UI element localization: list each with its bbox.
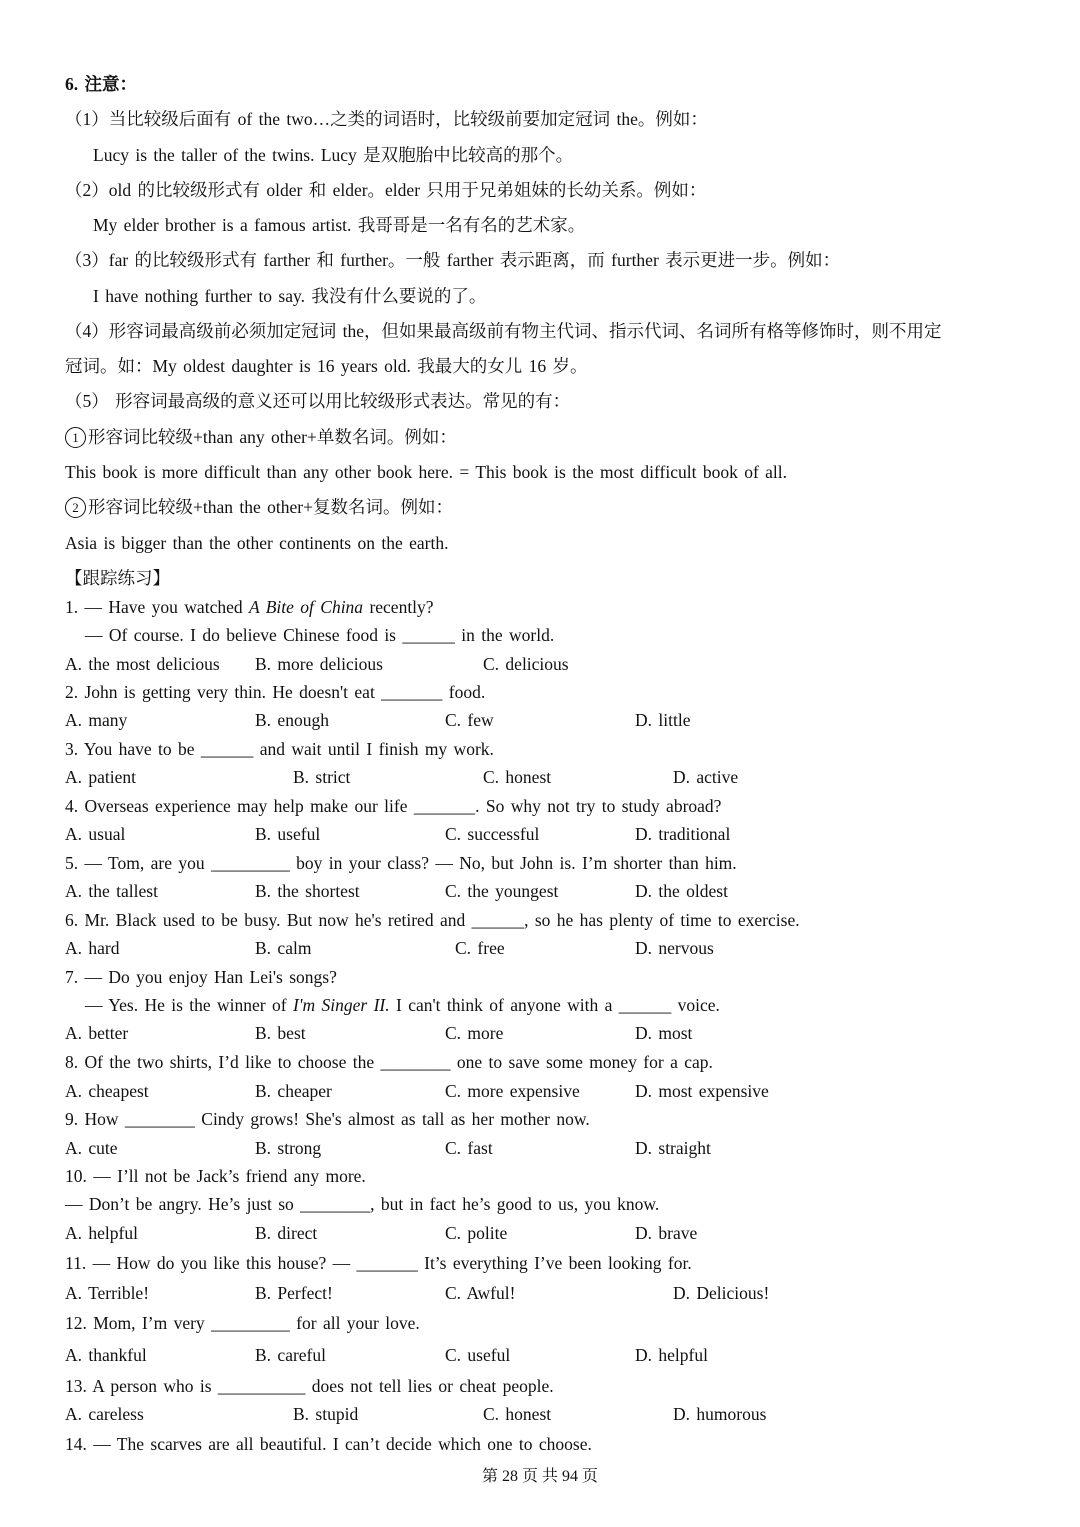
option-d: D. nervous	[635, 938, 714, 958]
option-b: B. enough	[255, 710, 329, 730]
question-13: 13. A person who is __________ does not tell lies or cheat people.	[65, 1376, 554, 1396]
option-c: C. polite	[445, 1223, 508, 1243]
option-a: A. cute	[65, 1138, 118, 1158]
option-c: C. successful	[445, 824, 540, 844]
option-c: C. more	[445, 1023, 504, 1043]
option-c: C. few	[445, 710, 494, 730]
option-d: D. helpful	[635, 1345, 708, 1365]
option-b: B. best	[255, 1023, 306, 1043]
option-a: A. many	[65, 710, 128, 730]
question-10: 10. — I’ll not be Jack’s friend any more.	[65, 1166, 366, 1186]
option-b: B. calm	[255, 938, 312, 958]
option-b: B. stupid	[293, 1404, 359, 1424]
question-11: 11. — How do you like this house? — _______ It’s everything I’ve been looking for.	[65, 1253, 692, 1273]
option-d: D. most	[635, 1023, 693, 1043]
case-1-rule	[65, 425, 1040, 449]
question-7-title: I'm Singer II.	[292, 995, 390, 1015]
note-1-example: Lucy is the taller of the twins. Lucy 是双胞胎中比较高的那个。	[93, 145, 574, 165]
question-7-line-2	[85, 993, 1040, 1017]
option-a: A. helpful	[65, 1223, 138, 1243]
note-4-line-1: （4）形容词最高级前必须加定冠词 the，但如果最高级前有物主代词、指示代词、名词所有格等修饰时，则不用定	[65, 321, 942, 341]
option-c: C. delicious	[483, 654, 569, 674]
notes-heading: 6. 注意：	[65, 74, 137, 94]
question-7-line-2-end: I can't think of anyone with a ______ voice.	[389, 995, 720, 1015]
option-b: B. strong	[255, 1138, 322, 1158]
option-d: D. the oldest	[635, 881, 728, 901]
question-9: 9. How ________ Cindy grows! She's almost as tall as her mother now.	[65, 1109, 590, 1129]
option-c: C. honest	[483, 1404, 552, 1424]
option-b: B. the shortest	[255, 881, 360, 901]
option-d: D. active	[673, 767, 739, 787]
note-5-text: （5） 形容词最高级的意义还可以用比较级形式表达。常见的有：	[65, 391, 571, 411]
option-d: D. brave	[635, 1223, 698, 1243]
option-c: C. fast	[445, 1138, 493, 1158]
option-c: C. free	[455, 938, 505, 958]
page-number: 第 28 页 共 94 页	[481, 1468, 598, 1485]
question-14: 14. — The scarves are all beautiful. I can’t decide which one to choose.	[65, 1434, 592, 1454]
question-7-line-2-text: — Yes. He is the winner of	[85, 995, 293, 1015]
question-1-title: A Bite of China	[248, 597, 364, 617]
question-12: 12. Mom, I’m very _________ for all your love.	[65, 1313, 420, 1333]
question-7: 7. — Do you enjoy Han Lei's songs?	[65, 967, 337, 987]
option-c: C. Awful!	[445, 1283, 516, 1303]
option-a: A. hard	[65, 938, 120, 958]
option-b: B. useful	[255, 824, 321, 844]
question-6: 6. Mr. Black used to be busy. But now he's retired and ______, so he has plenty of time to exercise.	[65, 910, 800, 930]
circled-number-1: 1	[65, 427, 86, 448]
option-b: B. more delicious	[255, 654, 383, 674]
option-c: C. more expensive	[445, 1081, 580, 1101]
note-2-text: （2）old 的比较级形式有 older 和 elder。elder 只用于兄弟姐妹的长幼关系。例如：	[65, 180, 707, 200]
question-8: 8. Of the two shirts, I’d like to choose the ________ one to save some money for a cap.	[65, 1052, 713, 1072]
question-1-text: 1. — Have you watched	[65, 597, 249, 617]
question-1-end: recently?	[363, 597, 434, 617]
option-a: A. patient	[65, 767, 137, 787]
option-c: C. honest	[483, 767, 552, 787]
practice-heading: 【跟踪练习】	[65, 568, 170, 588]
option-a: A. Terrible!	[65, 1283, 150, 1303]
option-a: A. the most delicious	[65, 654, 220, 674]
question-10-line-2: — Don’t be angry. He’s just so ________, but in fact he’s good to us, you know.	[65, 1194, 660, 1214]
question-1-line-2: — Of course. I do believe Chinese food is ______ in the world.	[85, 625, 555, 645]
option-b: B. strict	[293, 767, 351, 787]
option-c: C. useful	[445, 1345, 511, 1365]
option-b: B. Perfect!	[255, 1283, 333, 1303]
question-1	[65, 595, 1040, 619]
question-5: 5. — Tom, are you _________ boy in your class? — No, but John is. I’m shorter than him.	[65, 853, 737, 873]
case-1-text: 形容词比较级+than any other+单数名词。例如：	[88, 427, 457, 447]
option-d: D. straight	[635, 1138, 711, 1158]
option-b: B. careful	[255, 1345, 326, 1365]
note-3-text: （3）far 的比较级形式有 farther 和 further。一般 farther 表示距离，而 further 表示更进一步。例如：	[65, 250, 841, 270]
case-2-rule	[65, 495, 1040, 519]
option-a: A. the tallest	[65, 881, 158, 901]
note-1-text: （1）当比较级后面有 of the two…之类的词语时，比较级前要加定冠词 the。例如：	[65, 109, 708, 129]
case-2-text: 形容词比较级+than the other+复数名词。例如：	[88, 497, 453, 517]
option-d: D. Delicious!	[673, 1283, 770, 1303]
option-a: A. usual	[65, 824, 126, 844]
option-a: A. cheapest	[65, 1081, 149, 1101]
option-c: C. the youngest	[445, 881, 559, 901]
option-d: D. little	[635, 710, 691, 730]
question-4: 4. Overseas experience may help make our life _______. So why not try to study abroad?	[65, 796, 722, 816]
option-d: D. traditional	[635, 824, 731, 844]
option-d: D. humorous	[673, 1404, 767, 1424]
option-b: B. direct	[255, 1223, 318, 1243]
option-a: A. better	[65, 1023, 129, 1043]
note-3-example: I have nothing further to say. 我没有什么要说的了。	[93, 286, 487, 306]
option-a: A. careless	[65, 1404, 144, 1424]
circled-number-2: 2	[65, 497, 86, 518]
option-a: A. thankful	[65, 1345, 147, 1365]
case-1-example: This book is more difficult than any other book here. = This book is the most difficult book of all.	[65, 462, 788, 482]
question-3: 3. You have to be ______ and wait until I finish my work.	[65, 739, 494, 759]
option-d: D. most expensive	[635, 1081, 769, 1101]
case-2-example: Asia is bigger than the other continents on the earth.	[65, 533, 449, 553]
option-b: B. cheaper	[255, 1081, 332, 1101]
note-4-line-2: 冠词。如：My oldest daughter is 16 years old. 我最大的女儿 16 岁。	[65, 356, 588, 376]
question-2: 2. John is getting very thin. He doesn't eat _______ food.	[65, 682, 486, 702]
note-2-example: My elder brother is a famous artist. 我哥哥是一名有名的艺术家。	[93, 215, 586, 235]
